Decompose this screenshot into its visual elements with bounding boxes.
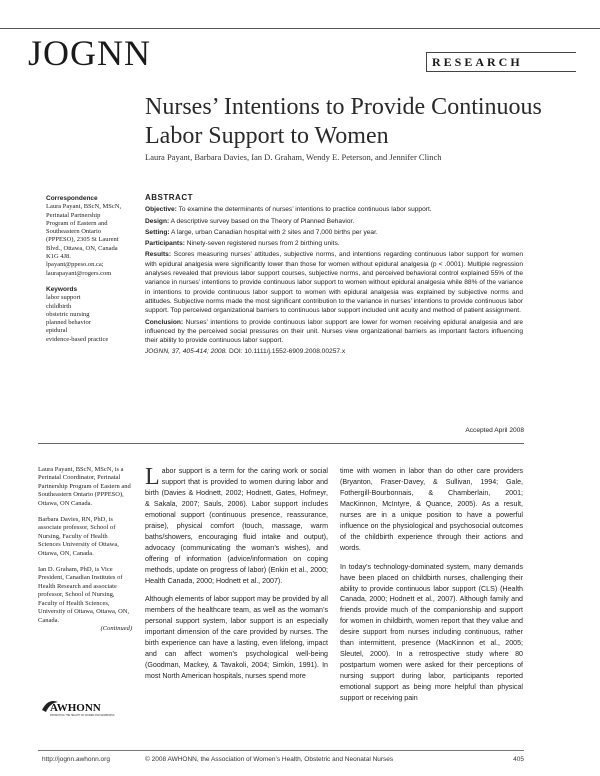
correspondence-line: Laura Payant, BScN, MScN, [46,203,122,211]
page-number: 405 [513,756,524,763]
abstract-setting [145,228,523,237]
section-label-box [426,52,576,72]
correspondence-line: Blvd., Ottawa, ON, Canada [46,244,118,252]
citation-journal: JOGNN, 37, 405-414; 2008. [145,348,228,356]
drop-cap: L [145,464,160,490]
keyword: labor support [46,294,81,302]
email-link[interactable]: lpayant@ppeso.on.ca; [46,261,104,269]
sidebar-correspondence [46,195,138,344]
abstract-objective [145,205,523,214]
results-label: Results: [145,251,172,259]
keyword: childbirth [46,302,72,310]
body-paragraph: Labor support is a term for the caring work or social support that is provided to women during labor and birth (Davies & Hodnett, 2002; Hodnett, Gates, Hofmeyr, & Sakala, 2007; Sauls, 2006). Labor support includes emotional support (continuous presence, reassurance, praise), physical comfort (touch, massage, warm baths/showers, encouraging fluid intake and output), advocacy (communicating the woman’s wishes), and offering of information (advice/information on coping methods, update on progress of labor) (Enkin et al., 2000; Health Canada, 2000; Hodnett et al., 2007). [145,464,328,585]
continued-note: (Continued) [100,624,132,632]
keyword: obstetric nursing [46,310,90,318]
top-rule [0,28,600,29]
author-bio-graham: Ian D. Graham, PhD, is Vice President, Canadian Institutes of Health Research and associate professor, School of Nursing, Faculty of Health Sciences, University of Ottawa, Ottawa, ON, Canada. [38,566,130,624]
logo-tagline: PROMOTING THE HEALTH OF WOMEN AND NEWBORNS [50,714,115,717]
correspondence-line: (PPPESO), 2305 St Laurent [46,236,119,244]
body-paragraph: In today’s technology-dominated system, many demands have been placed on childbirth nurses, challenging their ability to provide continuous labor support (CLS) (Health Canada, 2000; Hodnett et al., 2007). Although family and friends provide much of the companionship and support for women in childbirth, women report that they value and desire support from nurses including continuous, rather than intermittent, presence (MacKinnon et al., 2005; Sleutel, 2000). In a retrospective study where 80 postpartum women were asked for their perceptions of nursing support during labor, participants reported emotional support as being more helpful than physical support or receiving pain [340,562,523,703]
setting-text: A large, urban Canadian hospital with 2 sites and 7,000 births per year. [169,228,378,236]
journal-url[interactable]: http://jognn.awhonn.org [42,756,110,763]
correspondence-line: K1G 4J8. [46,253,71,261]
author-bio-davies: Barbara Davies, RN, PhD, is associate professor, School of Nursing, Faculty of Health Sciences University of Ottawa, Ottawa, ON, Canada. [38,516,119,557]
keyword: epidural [46,327,68,335]
abstract-participants [145,239,523,248]
participants-text: Ninety-seven registered nurses from 2 birthing units. [184,240,340,248]
body-column-1 [145,466,328,690]
design-text: A descriptive survey based on the Theory of Planned Behavior. [169,217,355,225]
author-info [38,466,132,633]
awhonn-logo [40,696,120,718]
keyword: planned behavior [46,319,91,327]
keywords-heading: Keywords [46,285,78,293]
citation-doi[interactable]: DOI: 10.1111/j.1552-6909.2008.00257.x [227,348,346,356]
results-text: Scores measuring nurses’ attitudes, subjective norms, and intentions regarding continuous labor support for women with epidural analgesia were significantly lower than those for women without epidural analgesia (p < .0001). Multiple regression analyses revealed that previous labor support courses, subjective norms, and perceived behavioral control explained 55% of the variance in nurses’ intentions to provide continuous labor support to women without epidural analgesia while 88% of the variance in intentions to provide continuous labor support to women with epidural analgesia was explained by subjective norms and attitudes. Subjective norms made the most significant contribution to the variance in nurses’ intentions to provide continuous labor support. Top perceived organizational barriers to continuous labor support included unit acuity and method of patient assignment. [145,251,523,315]
correspondence-line: Southeastern Ontario [46,228,102,236]
author-bio-payant: Laura Payant, BScN, MScN, is a Perinatal Coordinator, Perinatal Partnership Program of Eastern and Southeastern Ontario (PPPESO), Ottawa, ON Canada. [38,466,131,507]
journal-name: JOGNN [28,33,152,73]
design-label: Design: [145,217,170,225]
objective-text: To examine the determinants of nurses’ intentions to practice continuous labor support. [176,206,432,214]
participants-label: Participants: [145,240,185,248]
article-title: Nurses’ Intentions to Provide Continuous Labor Support to Women [145,94,542,149]
setting-label: Setting: [145,228,170,236]
section-divider [38,443,524,444]
section-label: RESEARCH [432,54,523,69]
correspondence-heading: Correspondence [46,195,98,202]
correspondence-line: Perinatal Partnership [46,211,101,219]
abstract-design [145,217,523,226]
body-paragraph: time with women in labor than do other care providers (Bryanton, Fraser-Davey, & Sullivan, 1994; Gale, Fothergill-Bourbonnais, & Chamberlain, 2001; MacKinnon, McIntyre, & Quance, 2005). As a result, nurses are in a unique position to have a powerful influence on the physiological and psychosocial outcomes of the childbirth experience through their actions and words. [340,467,523,552]
citation [145,347,523,356]
abstract [145,193,523,357]
email-link[interactable]: laurapayant@rogers.com [46,269,112,277]
article-authors: Laura Payant, Barbara Davies, Ian D. Graham, Wendy E. Peterson, and Jennifer Clinch [145,152,442,162]
accepted-date: Accepted April 2008 [465,427,524,434]
copyright: © 2008 AWHONN, the Association of Women’s Health, Obstetric and Neonatal Nurses [145,756,394,763]
abstract-results [145,250,523,315]
abstract-conclusion [145,318,523,346]
correspondence-line: Program of Eastern and [46,219,108,227]
objective-label: Objective: [145,206,177,214]
body-paragraph: Although elements of labor support may be provided by all members of the healthcare team, as well as the woman’s personal support system, labor support is an especially important dimension of the care provided by nurses. The birth experience can have a lasting, even lifelong, impact and can affect women’s psychological well-being (Goodman, Mackey, & Tavakoli, 2004; Simkin, 1991). In most North American hospitals, nurses spend more [145,595,328,681]
keyword: evidence-based practice [46,335,109,343]
body-column-2 [340,466,523,712]
conclusion-label: Conclusion: [145,318,184,326]
logo-name: AWHONN [50,702,101,714]
footer-rule [38,750,524,751]
conclusion-text: Nurses’ intentions to provide continuous labor support are lower for women receiving epidural analgesia and are influenced by the perceived social pressures on their unit. Nurses view organizational barriers as important factors influencing their ability to provide continuous labor support. [145,318,523,345]
abstract-heading: ABSTRACT [145,193,193,202]
